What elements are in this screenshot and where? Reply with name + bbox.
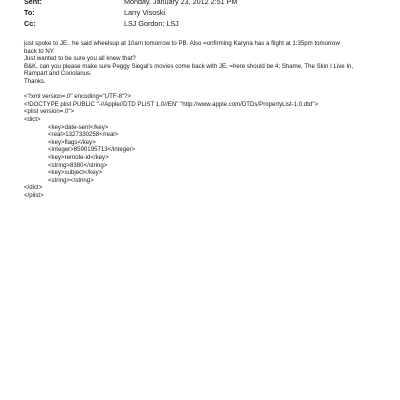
plist-entry: <key>date-sent</key> xyxy=(48,123,109,131)
sent-value: Monday, January 23, 2012 2:51 PM xyxy=(124,0,238,6)
plist-entry: <key>remote-id</key> xyxy=(48,153,109,161)
plist-entry: <integer>8590195713</integer> xyxy=(48,146,136,154)
cc-row xyxy=(24,18,384,29)
plist-entry: <real>1327330258</real> xyxy=(48,131,119,139)
plist-entry: <key>subject</key> xyxy=(48,169,103,177)
email-body xyxy=(24,40,384,199)
cc-label: Cc: xyxy=(24,19,36,28)
plist-entry: <string>8380</string> xyxy=(48,161,108,169)
plist-entry: <key>flags</key> xyxy=(48,138,96,146)
sent-label: Sent: xyxy=(24,0,42,6)
dict-close-tag: </dict> xyxy=(24,184,43,192)
message-line: Just wanted to be sure you all knew that? xyxy=(24,55,136,63)
paragraph-gap xyxy=(24,86,384,94)
to-label: To: xyxy=(24,8,35,17)
plist-block xyxy=(24,93,384,199)
message-line: Rampart and Coriolanus. xyxy=(24,70,92,78)
cc-value: LSJ Gordon; LSJ xyxy=(124,19,179,28)
plist-open-tag: <plist version=.0"> xyxy=(24,108,75,116)
message-line: back to NY. xyxy=(24,47,55,55)
xml-declaration: <?xml version=.0" encoding="UTF-8"?> xyxy=(24,93,132,101)
doctype-line: <!DOCTYPE plist PUBLIC "-//Apple//DTD PLIST 1.0//EN" "http://www.apple.com/DTDs/PropertyList-1.0.dtd"> xyxy=(24,100,319,108)
message-line: Thanks. xyxy=(24,77,46,85)
to-row xyxy=(24,7,384,18)
plist-close-tag: </plist> xyxy=(24,191,44,199)
message-line: B&K, can you please make sure Peggy Siegal's movies come back with JE, =here should be 4; Shame, The Skin I Live In, xyxy=(24,62,354,70)
sent-row xyxy=(24,0,384,7)
to-value: Larry Visoski xyxy=(124,8,166,17)
message-line: just spoke to JE.. he said wheelsup at 10am tomorrow to PB. Also =onfirming Karyna has a flight at 1:35pm tomorrow xyxy=(24,40,340,47)
dict-open-tag: <dict> xyxy=(24,115,41,123)
email-header xyxy=(24,0,384,29)
plist-entry: <string></string> xyxy=(48,176,94,184)
